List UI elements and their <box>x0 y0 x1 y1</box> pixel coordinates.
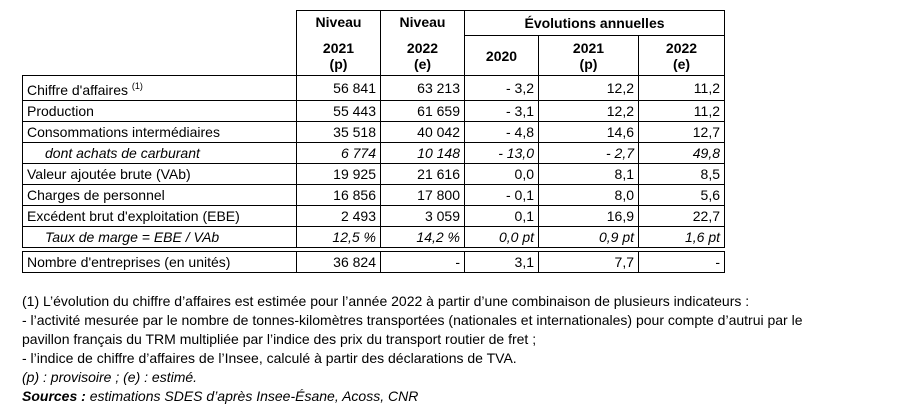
cell-n2022: 14,2 % <box>381 227 465 248</box>
sources-text: estimations SDES d’après Insee-Ésane, Acoss, CNR <box>85 388 419 404</box>
cell-n2021: 2 493 <box>297 206 381 227</box>
table-row <box>23 122 725 143</box>
cell-e2020: - 0,1 <box>465 185 539 206</box>
cell-e2020: - 4,8 <box>465 122 539 143</box>
row-label: Charges de personnel <box>23 185 297 206</box>
header-blank <box>23 11 297 76</box>
table-notes <box>22 292 920 406</box>
cell-e2021: - 2,7 <box>539 143 639 164</box>
cell-e2020: 0,0 <box>465 164 539 185</box>
table-row <box>23 227 725 248</box>
header-niveau-2022: Niveau 2022 (e) <box>381 11 465 76</box>
cell-e2021: 12,2 <box>539 101 639 122</box>
note-abbreviations: (p) : provisoire ; (e) : estimé. <box>22 369 198 385</box>
header-niveau-2021: Niveau 2021 (p) <box>297 11 381 76</box>
cell-e2022: 49,8 <box>639 143 725 164</box>
row-label: Valeur ajoutée brute (VAb) <box>23 164 297 185</box>
cell-n2021: 35 518 <box>297 122 381 143</box>
sources-line <box>22 387 920 406</box>
row-label: Taux de marge = EBE / VAb <box>23 227 297 248</box>
cell-n2021: 55 443 <box>297 101 381 122</box>
header-evolutions: Évolutions annuelles <box>465 11 725 36</box>
cell-e2020: 0,0 pt <box>465 227 539 248</box>
cell-n2022: 63 213 <box>381 76 465 101</box>
cell-n2022: 61 659 <box>381 101 465 122</box>
table-row <box>23 164 725 185</box>
cell-e2020: - 3,2 <box>465 76 539 101</box>
cell-e2020: - 3,1 <box>465 101 539 122</box>
cell-e2022: - <box>639 252 725 273</box>
cell-e2022: 8,5 <box>639 164 725 185</box>
cell-n2022: 17 800 <box>381 185 465 206</box>
cell-e2021: 7,7 <box>539 252 639 273</box>
cell-n2021: 36 824 <box>297 252 381 273</box>
cell-n2022: 10 148 <box>381 143 465 164</box>
cell-n2021: 19 925 <box>297 164 381 185</box>
cell-e2021: 14,6 <box>539 122 639 143</box>
economic-indicators-table <box>22 10 725 273</box>
cell-e2022: 12,7 <box>639 122 725 143</box>
cell-e2020: - 13,0 <box>465 143 539 164</box>
table-row <box>23 185 725 206</box>
cell-n2021: 56 841 <box>297 76 381 101</box>
header-ev-2020: 2020 <box>465 36 539 76</box>
cell-e2022: 22,7 <box>639 206 725 227</box>
cell-e2021: 8,1 <box>539 164 639 185</box>
row-label: Excédent brut d'exploitation (EBE) <box>23 206 297 227</box>
row-label: Chiffre d'affaires $^{(1)}$ <box>23 76 297 101</box>
sources-label: Sources : <box>22 388 86 404</box>
cell-n2021: 12,5 % <box>297 227 381 248</box>
row-label: Nombre d'entreprises (en unités) <box>23 252 297 273</box>
cell-e2020: 0,1 <box>465 206 539 227</box>
cell-n2022: 40 042 <box>381 122 465 143</box>
note-line: - l’indice de chiffre d’affaires de l’Insee, calculé à partir des déclarations de TVA. <box>22 350 517 366</box>
row-label: dont achats de carburant <box>23 143 297 164</box>
note-line: - l’activité mesurée par le nombre de tonnes-kilomètres transportées (nationales et internationales) pour compte d’autrui par le <box>22 312 803 328</box>
table-row <box>23 76 725 101</box>
cell-e2020: 3,1 <box>465 252 539 273</box>
row-label: Consommations intermédiaires <box>23 122 297 143</box>
table-row <box>23 252 725 273</box>
cell-e2022: 11,2 <box>639 76 725 101</box>
cell-e2022: 1,6 pt <box>639 227 725 248</box>
cell-e2021: 8,0 <box>539 185 639 206</box>
table-row <box>23 101 725 122</box>
cell-e2021: 12,2 <box>539 76 639 101</box>
cell-e2022: 5,6 <box>639 185 725 206</box>
note-line: (1) L’évolution du chiffre d’affaires est estimée pour l’année 2022 à partir d’une combinaison de plusieurs indicateurs : <box>22 293 750 309</box>
cell-e2021: 0,9 pt <box>539 227 639 248</box>
cell-n2021: 6 774 <box>297 143 381 164</box>
cell-n2022: 21 616 <box>381 164 465 185</box>
cell-n2022: 3 059 <box>381 206 465 227</box>
cell-e2021: 16,9 <box>539 206 639 227</box>
note-line: pavillon français du TRM multipliée par l’indice des prix du transport routier de fret ; <box>22 331 537 347</box>
row-label: Production <box>23 101 297 122</box>
cell-e2022: 11,2 <box>639 101 725 122</box>
table-row <box>23 143 725 164</box>
cell-n2021: 16 856 <box>297 185 381 206</box>
header-ev-2021: 2021 (p) <box>539 36 639 76</box>
table-row <box>23 206 725 227</box>
header-ev-2022: 2022 (e) <box>639 36 725 76</box>
cell-n2022: - <box>381 252 465 273</box>
